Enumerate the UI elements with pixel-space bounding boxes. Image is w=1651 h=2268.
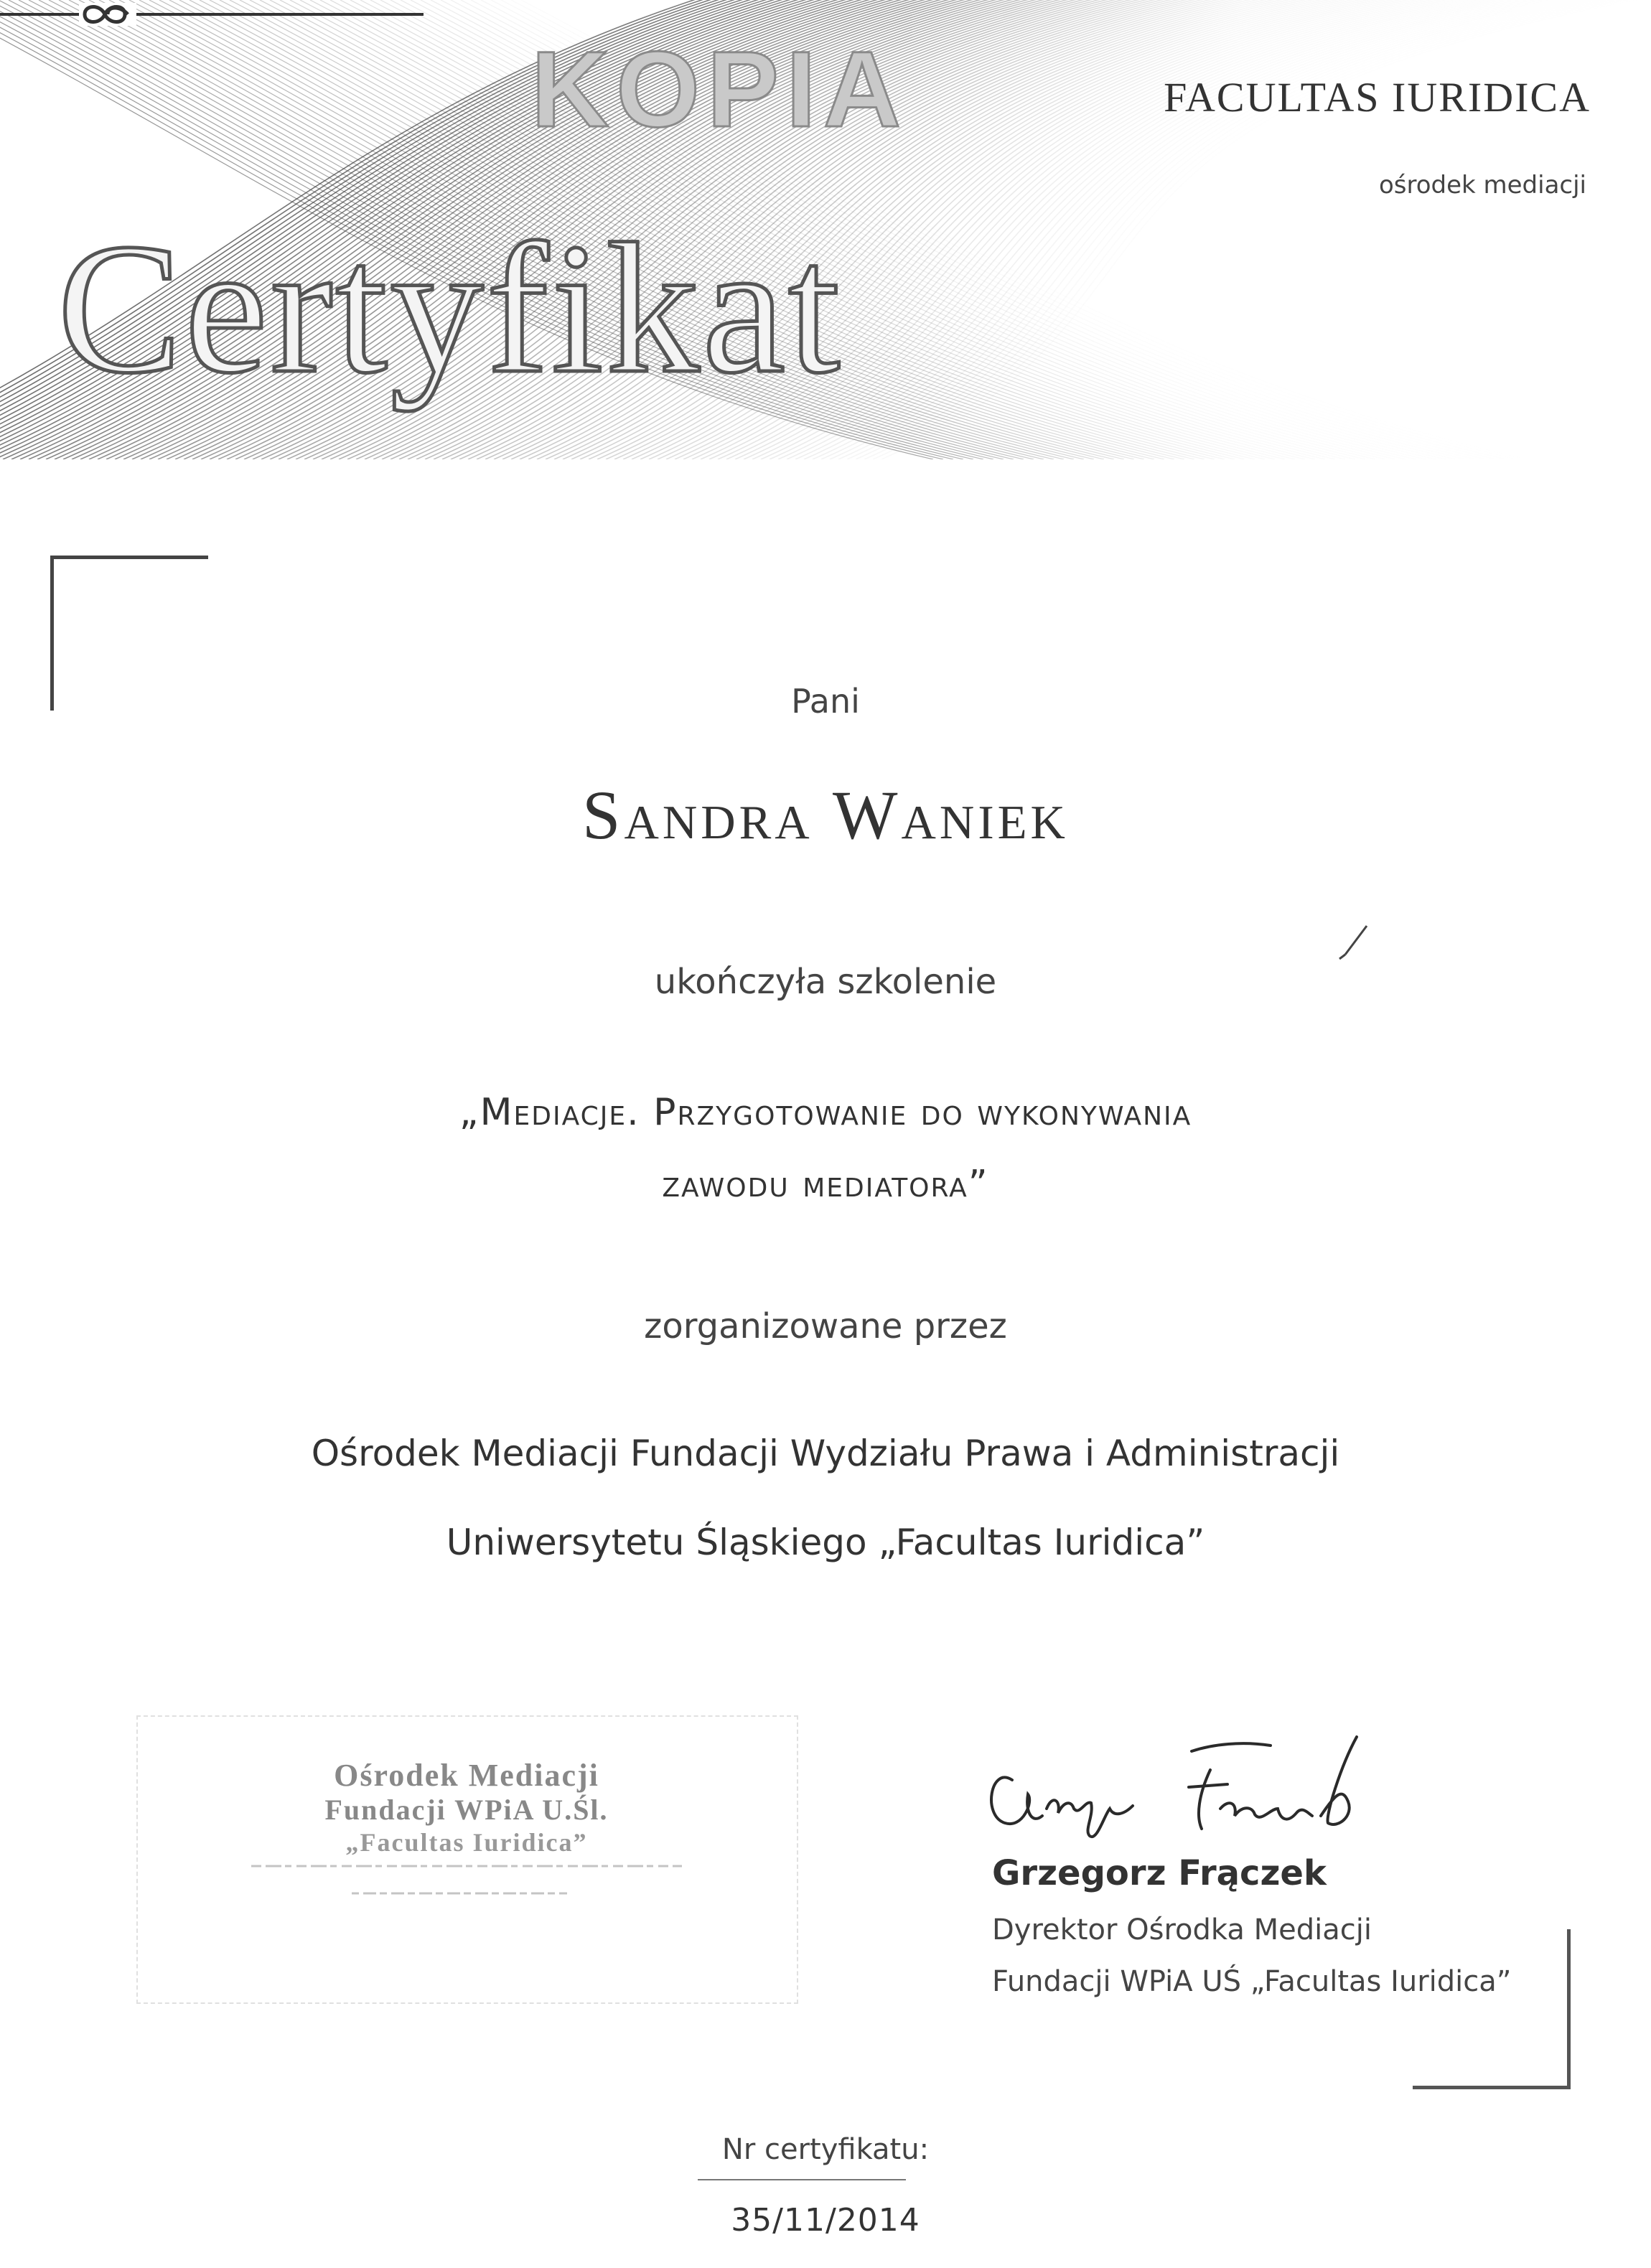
organizer-line2: Uniwersytetu Śląskiego „Facultas Iuridica” (446, 1522, 1205, 1563)
stamp-illegible-address (251, 1856, 682, 1913)
signatory-role-line1: Dyrektor Ośrodka Mediacji (992, 1913, 1372, 1946)
certificate-title: Certyfikat (57, 205, 843, 412)
corner-frame-bottom-right (1413, 2086, 1571, 2089)
logo-knot-icon (0, 0, 424, 29)
signatory-name: Grzegorz Frączek (992, 1853, 1327, 1893)
organized-by-text: zorganizowane przez (644, 1306, 1007, 1346)
organizer-line1: Ośrodek Mediacji Fundacji Wydziału Prawa i Administracji (311, 1433, 1340, 1474)
course-title-line1: „Mediacje. Przygotowanie do wykonywania (459, 1091, 1192, 1134)
kopia-watermark: KOPIA (531, 29, 909, 149)
certificate-number: 35/11/2014 (731, 2202, 920, 2239)
handwritten-signature (983, 1708, 1385, 1873)
stamp (136, 1715, 797, 2002)
pen-tick-mark (1335, 923, 1371, 966)
certificate-number-divider (698, 2179, 906, 2180)
signatory-role-line2: Fundacji WPiA UŚ „Facultas Iuridica” (992, 1965, 1512, 1998)
corner-frame-bottom-right-vertical (1567, 1929, 1571, 2089)
salutation: Pani (791, 682, 860, 721)
stamp-line1: Ośrodek Mediacji (334, 1758, 599, 1793)
org-name: FACULTAS IURIDICA (1164, 74, 1591, 121)
stamp-line2: Fundacji WPiA U.Śl. (324, 1794, 609, 1826)
course-title-line2: zawodu mediatora” (662, 1163, 989, 1206)
certificate-number-label: Nr certyfikatu: (721, 2133, 930, 2166)
corner-frame-top-left (50, 556, 208, 559)
stamp-line3: „Facultas Iuridica” (345, 1828, 588, 1857)
org-subtitle: ośrodek mediacji (1378, 171, 1586, 200)
header-band (0, 0, 1651, 459)
recipient-name: Sandra Waniek (582, 777, 1069, 853)
completed-text: ukończyła szkolenie (654, 962, 997, 1002)
